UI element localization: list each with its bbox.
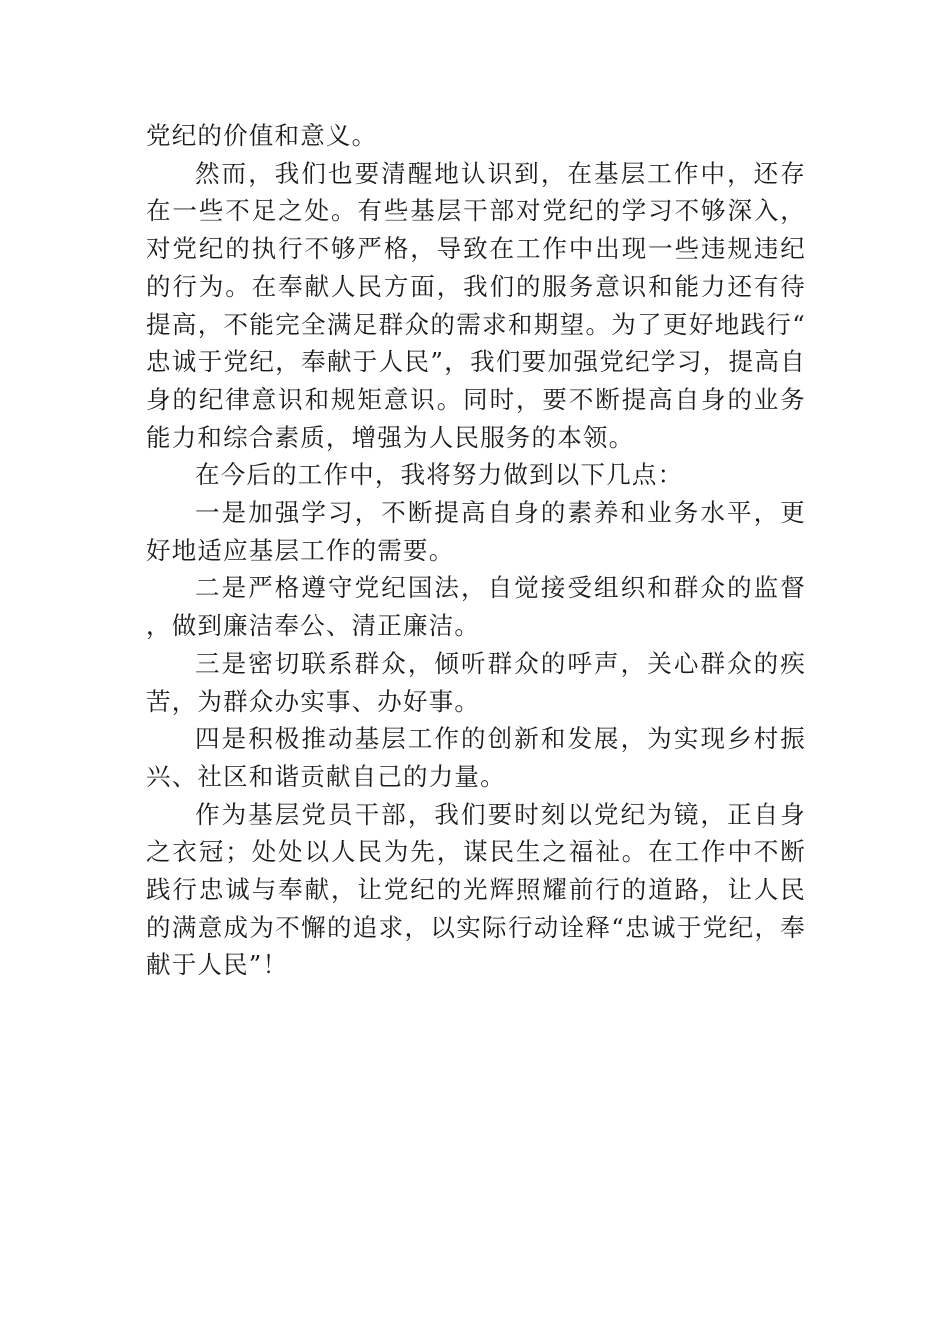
paragraph-8: 作为基层党员干部，我们要时刻以党纪为镜，正自身之衣冠；处处以人民为先，谋民生之福祉。在工作中不断践行忠诚与奉献，让党纪的光辉照耀前行的道路，让人民的满意成为不懈的追求，以实际行动诠释“忠诚于党纪，奉献于人民”！ (146, 799, 806, 980)
paragraph-4: 一是加强学习，不断提高自身的素养和业务水平，更好地适应基层工作的需要。 (146, 498, 806, 565)
paragraph-6: 三是密切联系群众，倾听群众的呼声，关心群众的疾苦，为群众办实事、办好事。 (146, 648, 806, 716)
paragraph-2: 然而，我们也要清醒地认识到，在基层工作中，还存在一些不足之处。有些基层干部对党纪的学习不够深入，对党纪的执行不够严格，导致在工作中出现一些违规违纪的行为。在奉献人民方面，我们的服务意识和能力还有待提高，不能完全满足群众的需求和期望。为了更好地践行“忠诚于党纪，奉献于人民”，我们要加强党纪学习，提高自身的纪律意识和规矩意识。同时，要不断提高自身的业务能力和综合素质，增强为人民服务的本领。 (146, 158, 806, 452)
document-body (146, 117, 806, 984)
paragraph-1: 党纪的价值和意义。 (146, 121, 378, 150)
paragraph-3: 在今后的工作中，我将努力做到以下几点： (195, 460, 684, 490)
paragraph-5: 二是严格遵守党纪国法，自觉接受组织和群众的监督，做到廉洁奉公、清正廉洁。 (146, 573, 806, 641)
paragraph-7: 四是积极推动基层工作的创新和发展，为实现乡村振兴、社区和谐贡献自己的力量。 (146, 724, 806, 791)
